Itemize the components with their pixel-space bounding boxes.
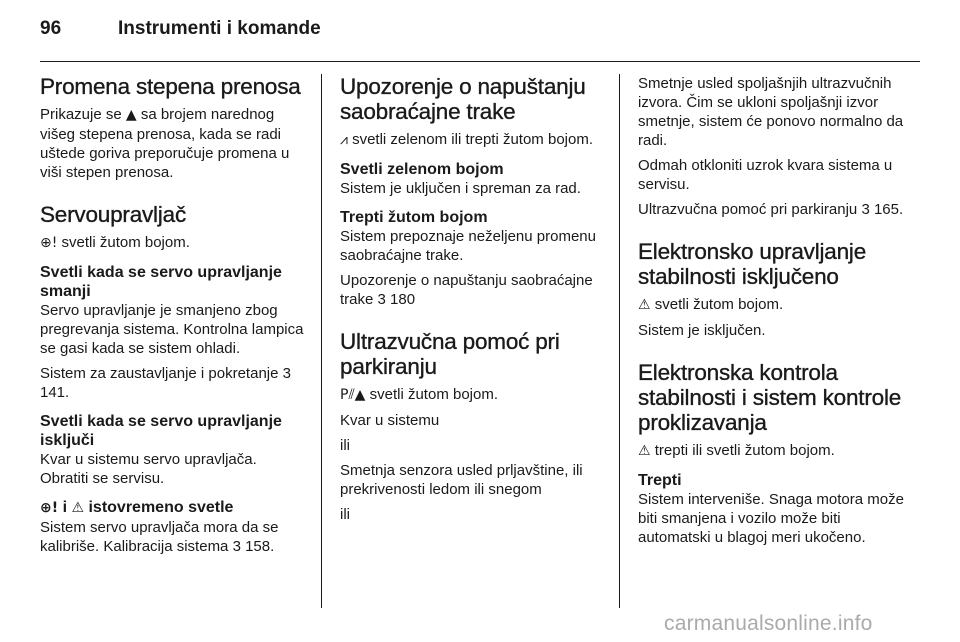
section-title-esc-off: Elektronsko upravljanje stabilnosti isključeno [638,239,867,289]
esc-off-text: ⚠ svetli žutom bojom. [638,296,784,313]
steering-off-text: Kvar u sistemu servo upravljača. Obratiti se servisu. [40,451,257,487]
green-text: Sistem je uključen i spreman za rad. [340,180,581,197]
esc-disabled-text: Sistem je isključen. [638,322,766,339]
page-ref-link[interactable]: 3 158. [232,538,275,555]
subheading-steering-reduced: Svetli kada se servo upravljanje smanji [40,264,282,300]
sensor-dirt-text: Smetnja senzora usled prljavštine, ili prekrivenosti ledom ili snegom [340,462,583,498]
section-title-power-steering: Servoupravljač [40,202,187,227]
repair-text: Odmah otkloniti uzrok kvara sistema u servisu. [638,157,893,193]
parking-ref-text: Ultrazvučna pomoć pri parkiranju 3 165. [638,201,904,218]
subheading-green: Svetli zelenom bojom [340,161,504,178]
watermark: carmanualsonline.info [664,612,873,635]
parking-assist-text: P⫽▲ svetli žutom bojom. [340,386,498,403]
calibration-text: Sistem servo upravljača mora da se kalibriše. Kalibracija sistema 3 158. [40,519,279,555]
section-title-lane-departure: Upozorenje o napuštanju saobraćajne trake [340,74,586,124]
esc-off-icon: ⚠ [638,297,651,313]
page-ref-link[interactable]: 3 180 [377,291,416,308]
page-number: 96 [40,18,62,39]
gear-shift-text: Prikazuje se ▲ sa brojem narednog višeg stepena prenosa, kada se radi uštede goriva preporučuje promena u viši stepen prenosa. [40,106,290,181]
column-3 [638,74,908,553]
column-divider-2 [619,74,620,608]
column-1 [40,74,304,562]
subheading-steering-off: Svetli kada se servo upravljanje isključi [40,413,282,449]
subheading-yellow-flash: Trepti žutom bojom [340,209,488,226]
skid-warning-icon: ⚠ [71,500,85,516]
section-title-esc-tc: Elektronska kontrola stabilnosti i sistem kontrole proklizavanja [638,360,902,435]
page-header [40,18,920,48]
power-steering-text: ⊕! svetli žutom bojom. [40,234,190,251]
subheading-both-lit: ⊕! i ⚠ istovremeno svetle [40,499,234,516]
steering-reduced-text: Servo upravljanje je smanjeno zbog pregrevanja sistema. Kontrolna lampica se gasi kada se sistem ohladi. [40,302,304,357]
column-2 [340,74,604,530]
chapter-title: Instrumenti i komande [118,18,321,39]
section-title-parking-assist: Ultrazvučna pomoć pri parkiranju [340,329,560,379]
lane-departure-icon: ⩘ [340,132,348,148]
or-text: ili [340,506,350,523]
upshift-arrow-icon: ▲ [125,107,137,123]
section-title-gear-shift: Promena stepena prenosa [40,74,301,99]
page-ref-link[interactable]: 3 141. [40,365,291,401]
skid-warning-icon: ⚠ [638,443,651,459]
yellow-flash-text: Sistem prepoznaje neželjenu promenu saobraćajne trake. [340,228,596,264]
or-text: ili [340,437,350,454]
column-divider-1 [321,74,322,608]
subheading-flashing: Trepti [638,472,682,489]
stop-start-ref-text: Sistem za zaustavljanje i pokretanje 3 141. [40,365,291,401]
parking-assist-icon: P⫽▲ [340,387,366,403]
lane-ref-text: Upozorenje o napuštanju saobraćajne trake 3 180 [340,272,593,308]
esc-tc-text: ⚠ trepti ili svetli žutom bojom. [638,442,835,459]
intervention-text: Sistem interveniše. Snaga motora može biti smanjena i vozilo može biti automatski u blagoj meri ukočeno. [638,491,904,546]
page-ref-link[interactable]: 3 165. [861,201,904,218]
steering-warning-icon: ⊕! [40,500,59,516]
parking-fault-text: Kvar u sistemu [340,412,440,429]
header-divider [40,61,920,62]
steering-warning-icon: ⊕! [40,235,58,251]
lane-departure-text: ⩘ svetli zelenom ili trepti žutom bojom. [340,131,593,148]
ultrasonic-interference-text: Smetnje usled spoljašnjih ultrazvučnih izvora. Čim se ukloni spoljašnji izvor smetnje, sistem će ponovo normalno da radi. [638,75,904,149]
